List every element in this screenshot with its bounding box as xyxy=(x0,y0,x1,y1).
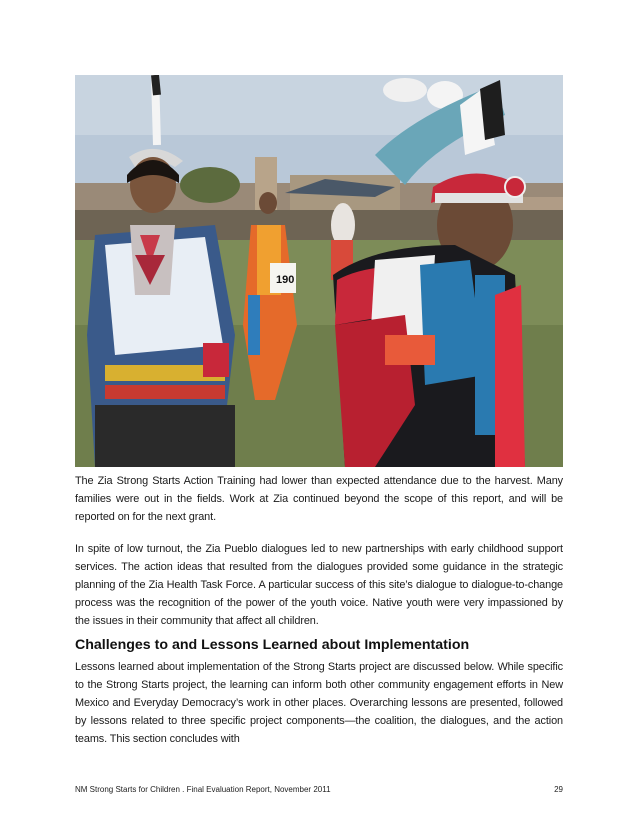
photo-powwow-dancers xyxy=(75,75,563,467)
page-number: 29 xyxy=(554,785,563,794)
bib-number: 190 xyxy=(276,274,295,286)
footer-report-title: NM Strong Starts for Children . Final Evaluation Report, November 2011 xyxy=(75,785,331,794)
section-heading: Challenges to and Lessons Learned about Implementation xyxy=(75,637,470,653)
paragraph-zia-dialogues: In spite of low turnout, the Zia Pueblo dialogues led to new partnerships with early childhood support services. The action ideas that resulted from the dialogues provided some guidance in the strategic planning of the Zia Health Task Force. A particular success of this site’s dialogue to dialogue-to-change process was the recognition of the power of the youth voice. Native youth were very impassioned by the issues in their community that affect all children. xyxy=(75,543,563,627)
paragraph-lessons-learned: Lessons learned about implementation of the Strong Starts project are discussed below. While specific to the Strong Starts project, the learning can inform both other community engagement efforts in New Mexico and Everyday Democracy’s work in other places. Overarching lessons are presented, followed by lessons related to three specific project components—the coalition, the dialogues, and the action teams. This section concludes with xyxy=(75,661,563,745)
paragraph-zia-action-training: The Zia Strong Starts Action Training had lower than expected attendance due to the harvest. Many families were out in the fields. Work at Zia continued beyond the scope of this report, and will be reported on for the next grant. xyxy=(75,475,563,523)
